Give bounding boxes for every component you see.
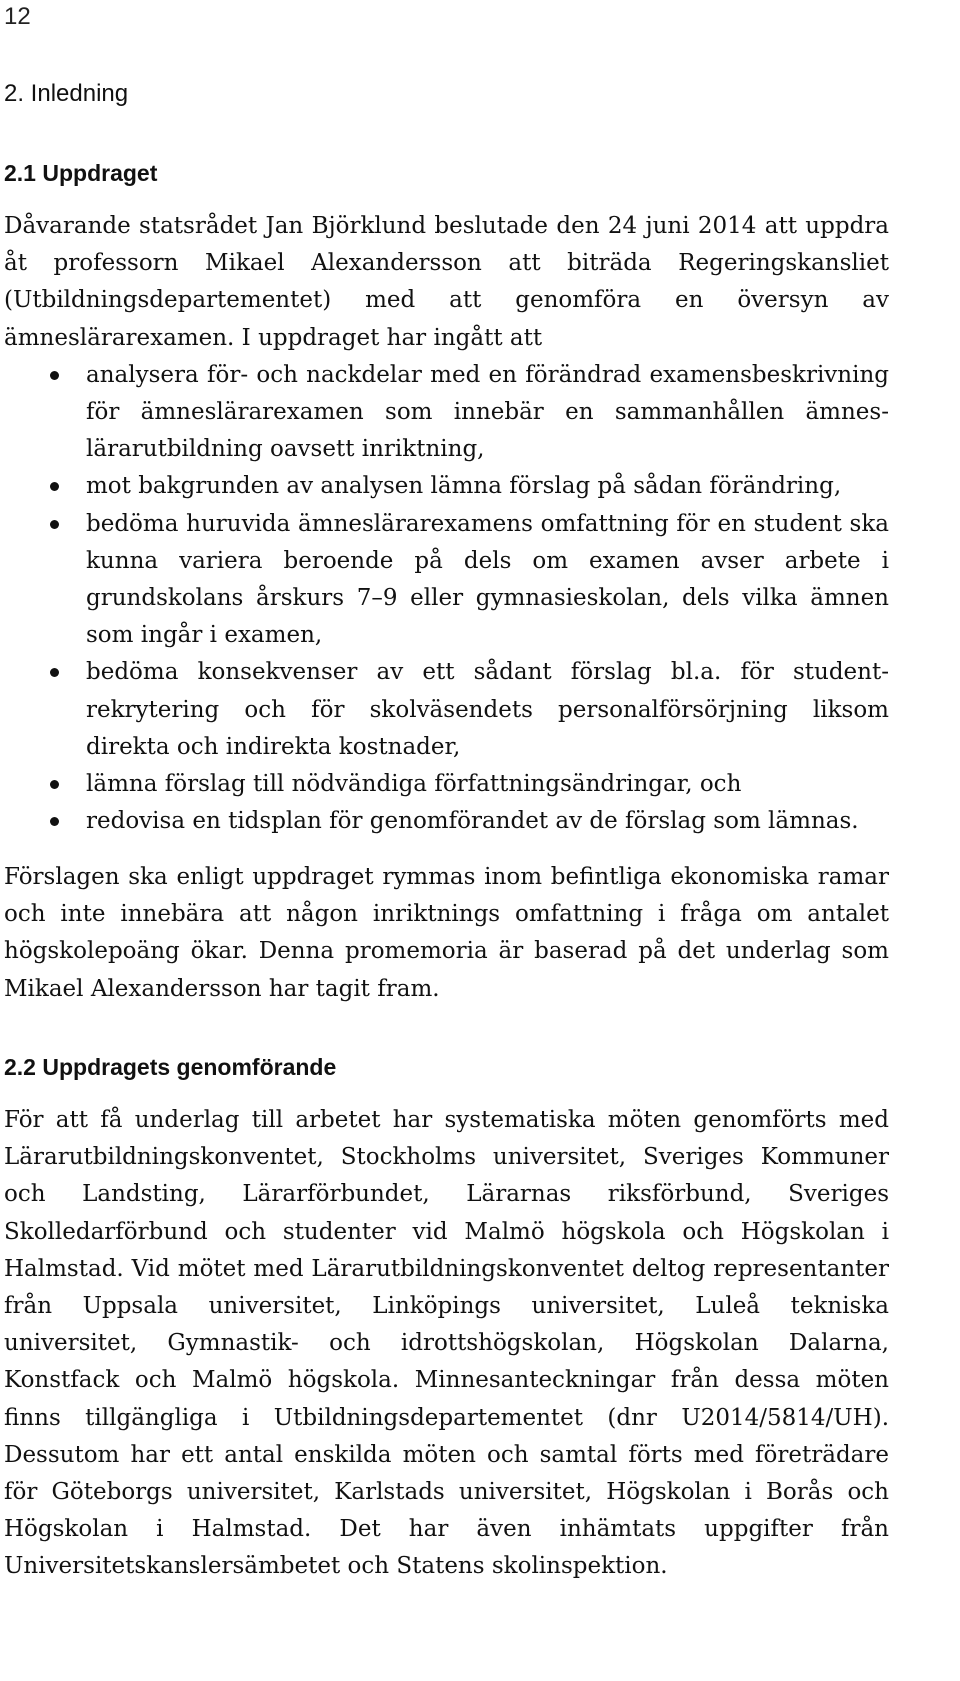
list-item (4, 803, 889, 840)
list-item (4, 654, 889, 766)
bullet-icon (50, 371, 59, 380)
list-item-text: bedöma huruvida ämneslärarexamens omfattning för en student ska kunna variera beroende på dels om examen avser arbete i grundskolans årskurs 7–9 eller gymnasieskolan, dels vilka ämnen som ingår i examen, (86, 510, 889, 649)
list-item (4, 766, 889, 803)
bullet-icon (50, 482, 59, 491)
section-heading-uppdraget: 2.1 Uppdraget (4, 160, 158, 186)
assignment-list (4, 357, 889, 841)
page-number: 12 (4, 3, 31, 30)
list-item (4, 506, 889, 655)
intro-paragraph: Dåvarande statsrådet Jan Björklund beslutade den 24 juni 2014 att uppdra åt professorn Mikael Alexandersson att biträda Regeringskansliet (Utbildningsdepartementet) med att genomföra en översyn av ämneslärarexamen. I uppdraget har ingått att (4, 213, 889, 351)
bullet-icon (50, 520, 59, 529)
list-item-text: redovisa en tidsplan för genomförandet av de förslag som lämnas. (86, 808, 859, 835)
list-item-text: lämna förslag till nödvändiga författningsändringar, och (86, 771, 742, 798)
bullet-icon (50, 780, 59, 789)
chapter-heading: 2. Inledning (4, 80, 129, 107)
list-item-text: analysera för- och nackdelar med en förändrad examensbeskrivning för ämneslärarexamen som innebär en sammanhållen ämneslärarutbildning oavsett inriktning, (86, 361, 889, 463)
closing-paragraph: Förslagen ska enligt uppdraget rymmas inom befintliga ekonomiska ramar och inte innebära att någon inriktnings omfattning i fråga om antalet högskolepoäng ökar. Denna promemoria är baserad på det underlag som Mikael Alexandersson har tagit fram. (4, 864, 889, 1002)
section-heading-genomforande: 2.2 Uppdragets genomförande (4, 1054, 337, 1080)
list-item (4, 357, 889, 469)
list-item-text: bedöma konsekvenser av ett sådant förslag bl.a. för studentrekrytering och för skolväsendets personalförsörjning liksom direkta och indirekta kostnader, (86, 659, 889, 760)
section-uppdraget-body (4, 208, 889, 840)
bullet-icon (50, 668, 59, 677)
bullet-icon (50, 817, 59, 826)
list-item-text: mot bakgrunden av analysen lämna förslag på sådan förändring, (86, 473, 842, 500)
list-item (4, 468, 889, 505)
genomforande-paragraph: För att få underlag till arbetet har systematiska möten genomförts med Lärarutbildningskonventet, Stockholms universitet, Sveriges Kommuner och Landsting, Lärarförbundet, Lärarnas riksförbund, Sveriges Skolledarförbund och studenter vid Malmö högskola och Högskolan i Halmstad. Vid mötet med Lärarutbildningskonventet deltog representanter från Uppsala universitet, Linköpings universitet, Luleå tekniska universitet, Gymnastik- och idrottshögskolan, Högskolan Dalarna, Konstfack och Malmö högskola. Minnesanteckningar från dessa möten finns tillgängliga i Utbildningsdepartementet (dnr U2014/5814/UH). Dessutom har ett antal enskilda möten och samtal förts med företrädare för Göteborgs universitet, Karlstads universitet, Högskolan i Borås och Högskolan i Halmstad. Det har även inhämtats uppgifter från Universitetskanslersämbetet och Statens skolinspektion. (4, 1107, 889, 1580)
